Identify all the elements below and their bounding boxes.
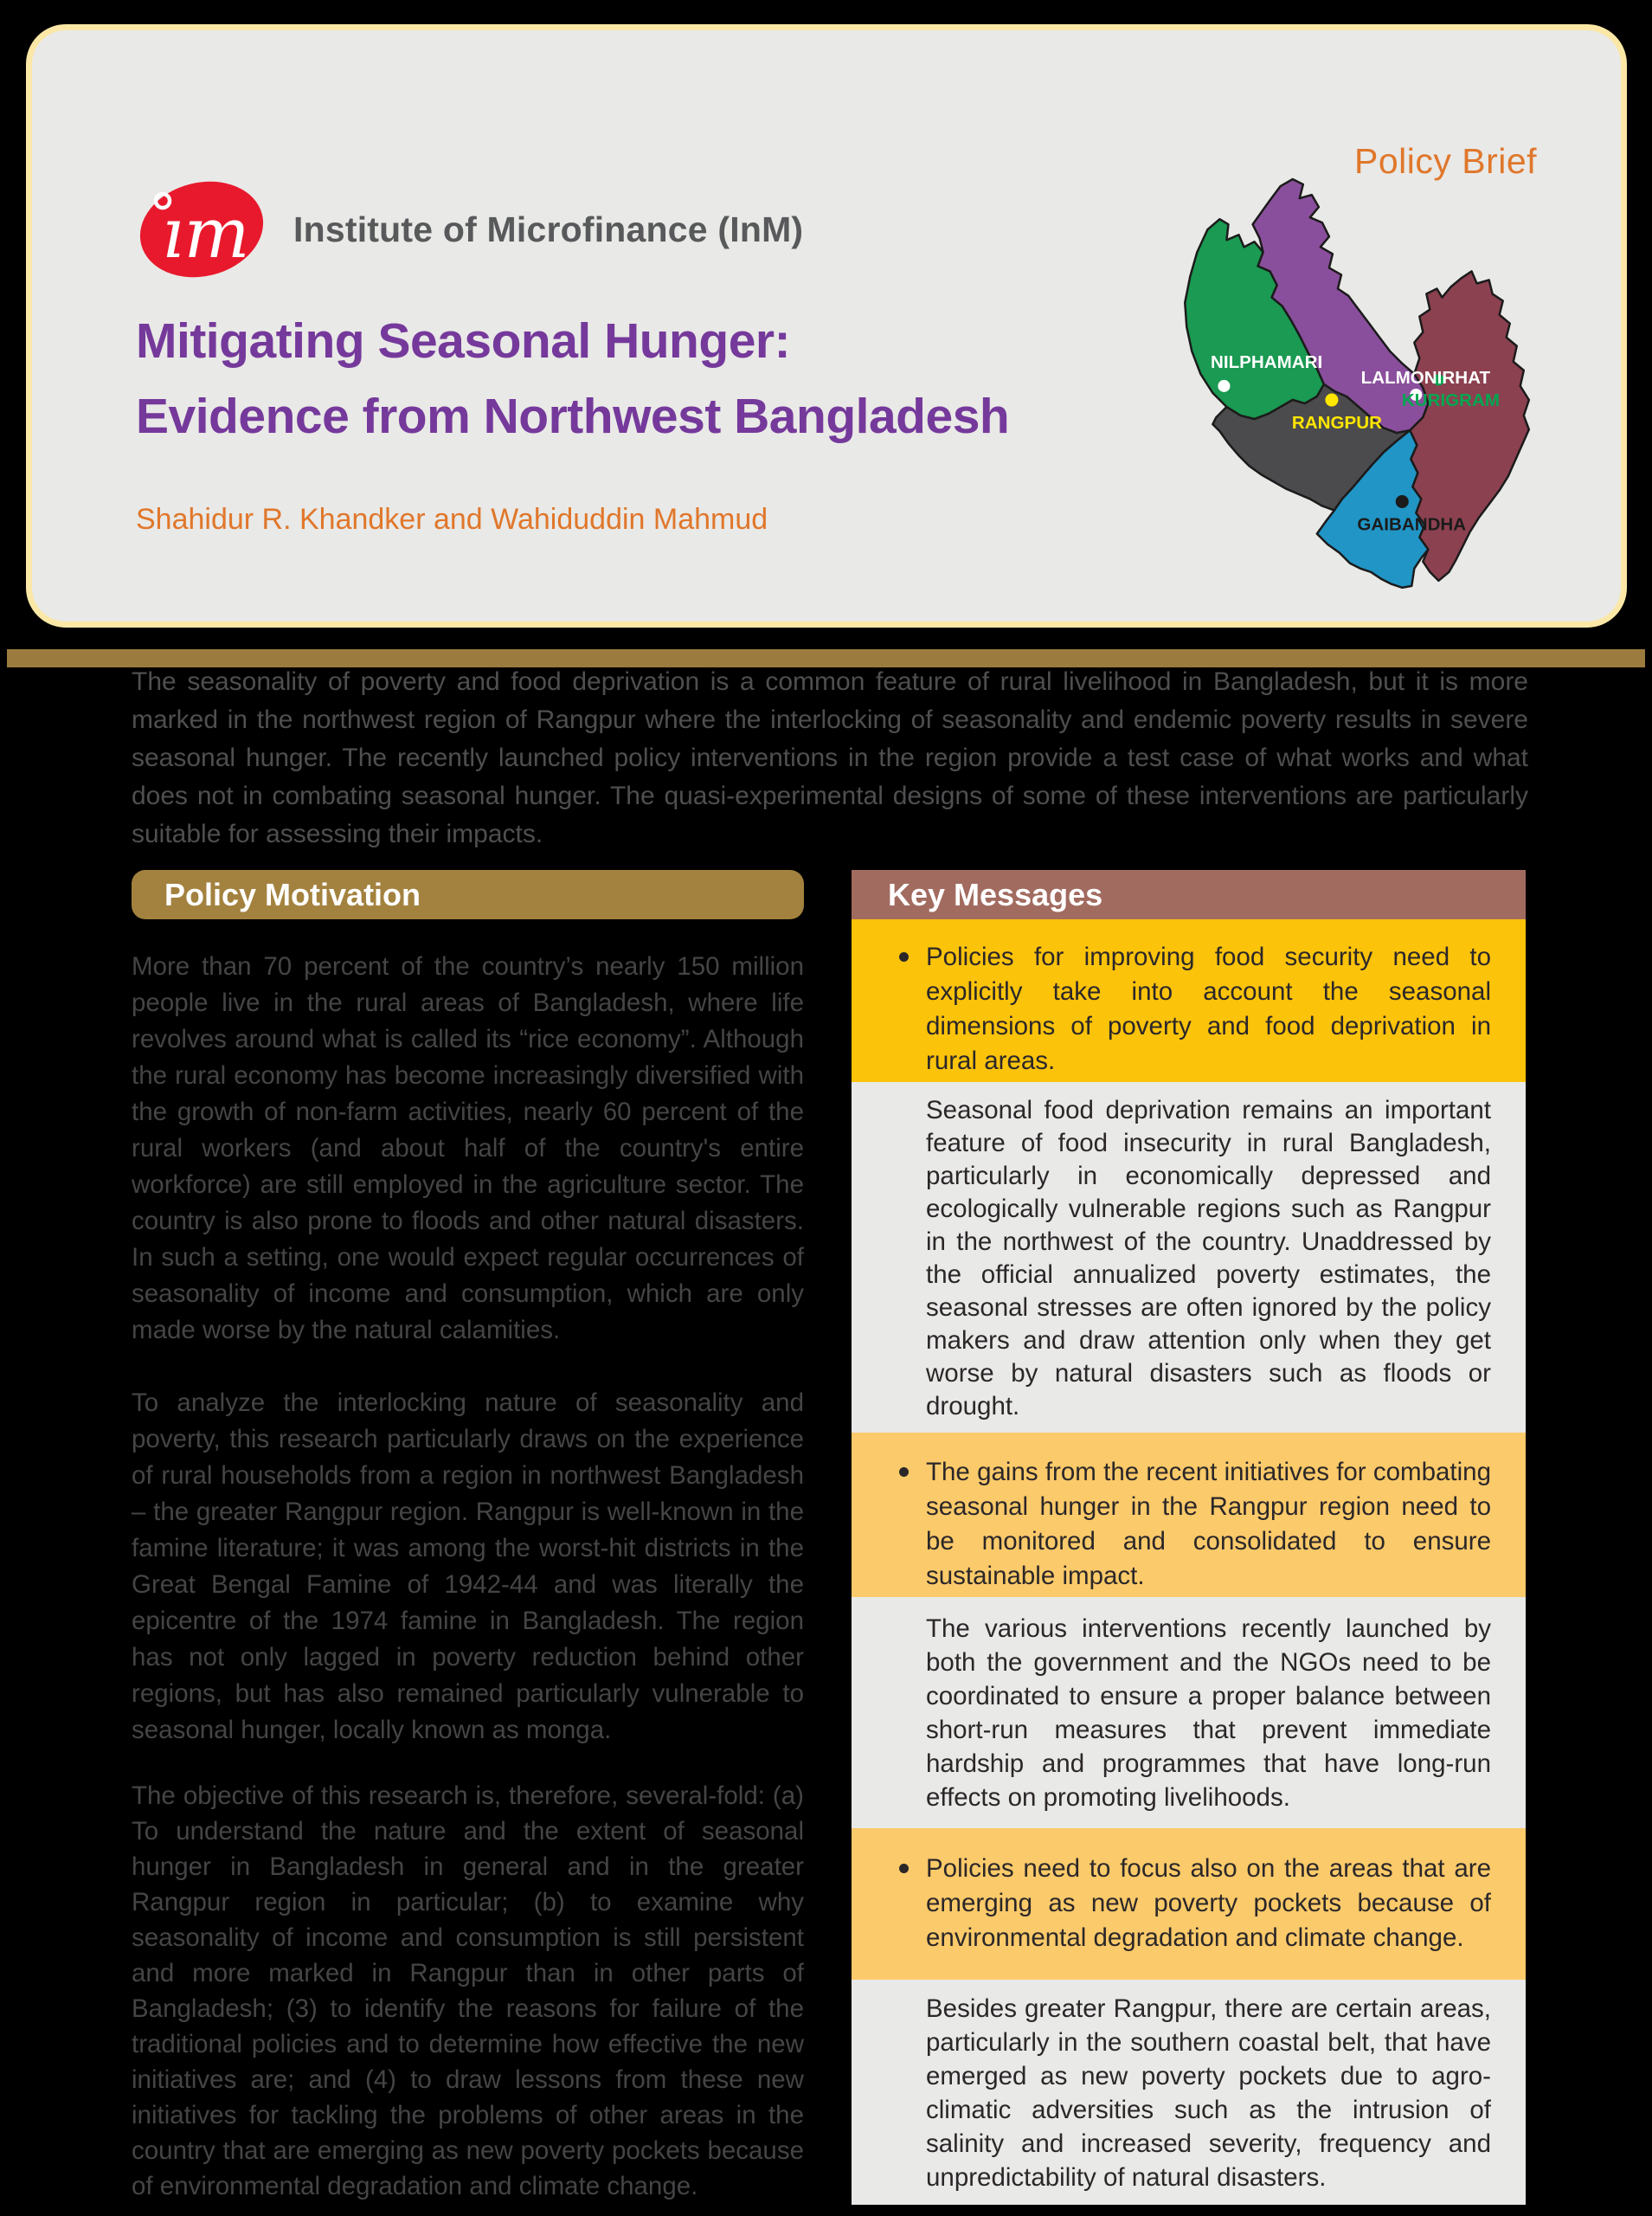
policy-motivation-heading — [132, 870, 804, 919]
key-message-text: Policies need to focus also on the areas that are emerging as new poverty pockets because of environmental degradation and climate change. — [926, 1854, 1491, 1952]
policy-motivation-paragraph: More than 70 percent of the country’s nearly 150 million people live in the rural areas of Bangladesh, where life revolves around what is called its “rice economy”. Although the rural economy has become increasingly diversified with the growth of non-farm activities, nearly 60 percent of the rural workers (and about half of the country's entire workforce) are still employed in the agriculture sector. The country is also prone to floods and other natural disasters. In such a setting, one would expect regular occurrences of seasonality of income and consumption, which are only made worse by the natural calamities. — [132, 952, 804, 1344]
key-message-box — [852, 919, 1526, 1082]
bullet-icon — [899, 952, 909, 962]
policy-motivation-heading-text: Policy Motivation — [164, 876, 421, 912]
key-messages-heading-text: Key Messages — [888, 876, 1103, 912]
key-message-text: Besides greater Rangpur, there are certain areas, particularly in the southern coastal belt, that have emerged as new poverty pockets due to agro-climatic adversities such as the intrusion of salinity and increased severity, frequency and unpredictability of natural disasters. — [926, 1994, 1491, 2192]
key-message-box — [852, 1082, 1526, 1433]
key-message-box — [852, 1980, 1526, 2205]
district-map — [1162, 176, 1536, 619]
key-message-text: The various interventions recently launched by both the government and the NGOs need to be coordinated to ensure a proper balance between short-run measures that prevent immediate hardship and programmes that have long-run effects on promoting livelihoods. — [926, 1614, 1491, 1812]
key-message-text: Policies for improving food security need to explicitly take into account the seasonal dimensions of poverty and food deprivation in rural areas. — [926, 943, 1491, 1075]
kurigram-label: KURIGRAM — [1401, 390, 1501, 411]
gaibandha-dot — [1396, 495, 1409, 508]
key-message-box — [852, 1433, 1526, 1597]
title-line-2: Evidence from Northwest Bangladesh — [136, 389, 1010, 444]
rangpur-label: RANGPUR — [1291, 413, 1382, 434]
gaibandha-label: GAIBANDHA — [1357, 514, 1467, 535]
title-line-1: Mitigating Seasonal Hunger: — [136, 313, 791, 369]
authors-line: Shahidur R. Khandker and Wahiduddin Mahmud — [136, 503, 768, 536]
key-message-text: Seasonal food deprivation remains an important feature of food insecurity in rural Bangladesh, particularly in economically depressed and ecologically vulnerable regions such as Rangpur in the northwest of the country. Unaddressed by the official annualized poverty estimates, the seasonal stresses are often ignored by the policy makers and draw attention only when they get worse by natural disasters such as floods or drought. — [926, 1096, 1491, 1420]
rangpur-dot — [1325, 393, 1338, 406]
policy-motivation-paragraph: The objective of this research is, therefore, several-fold: (a) To understand the nature and the extent of seasonal hunger in Bangladesh in general and in the greater Rangpur region in particular; (b) to examine why seasonality of income and consumption is still persistent and more marked in Rangpur than in other parts of Bangladesh; (3) to identify the reasons for failure of the traditional policies and to determine how effective the new initiatives are; and (4) to draw lessons from these new initiatives for tackling the problems of other areas in the country that are emerging as new poverty pockets because of environmental degradation and climate change. — [132, 1781, 804, 2200]
inm-logo-icon — [136, 177, 267, 281]
logo-letters: ım — [162, 193, 250, 274]
key-messages-heading — [852, 870, 1526, 919]
key-message-text: The gains from the recent initiatives for combating seasonal hunger in the Rangpur region need to be monitored and consolidated to ensure sustainable impact. — [926, 1458, 1491, 1590]
nilphamari-dot — [1218, 380, 1230, 392]
header-card — [26, 24, 1627, 628]
nilphamari-label: NILPHAMARI — [1211, 351, 1323, 372]
key-message-box — [852, 1828, 1526, 1980]
lalmonirhat-label: LALMONIRHAT — [1360, 367, 1491, 388]
page-title — [136, 304, 1009, 454]
bullet-icon — [899, 1864, 909, 1873]
policy-motivation-paragraph: To analyze the interlocking nature of seasonality and poverty, this research particularly draws on the experience of rural households from a region in northwest Bangladesh – the greater Rangpur region. Rangpur is well-known in the famine literature; it was among the worst-hit districts in the Great Bengal Famine of 1942-44 and was literally the epicentre of the 1974 famine in Bangladesh. The region has not only lagged in poverty reduction behind other regions, but has also remained particularly vulnerable to seasonal hunger, locally known as monga. — [132, 1388, 804, 1744]
policy-brief-label: Policy Brief — [1354, 141, 1538, 181]
key-message-box — [852, 1597, 1526, 1828]
bullet-icon — [899, 1467, 909, 1477]
intro-paragraph: The seasonality of poverty and food deprivation is a common feature of rural livelihood in Bangladesh, but it is more marked in the northwest region of Rangpur where the interlocking of seasonality and endemic poverty results in severe seasonal hunger. The recently launched policy interventions in the region provide a test case of what works and what does not in combating seasonal hunger. The quasi-experimental designs of some of these interventions are particularly suitable for assessing their impacts. — [132, 667, 1528, 848]
logo-row — [136, 177, 803, 281]
org-name: Institute of Microfinance (InM) — [293, 209, 804, 249]
